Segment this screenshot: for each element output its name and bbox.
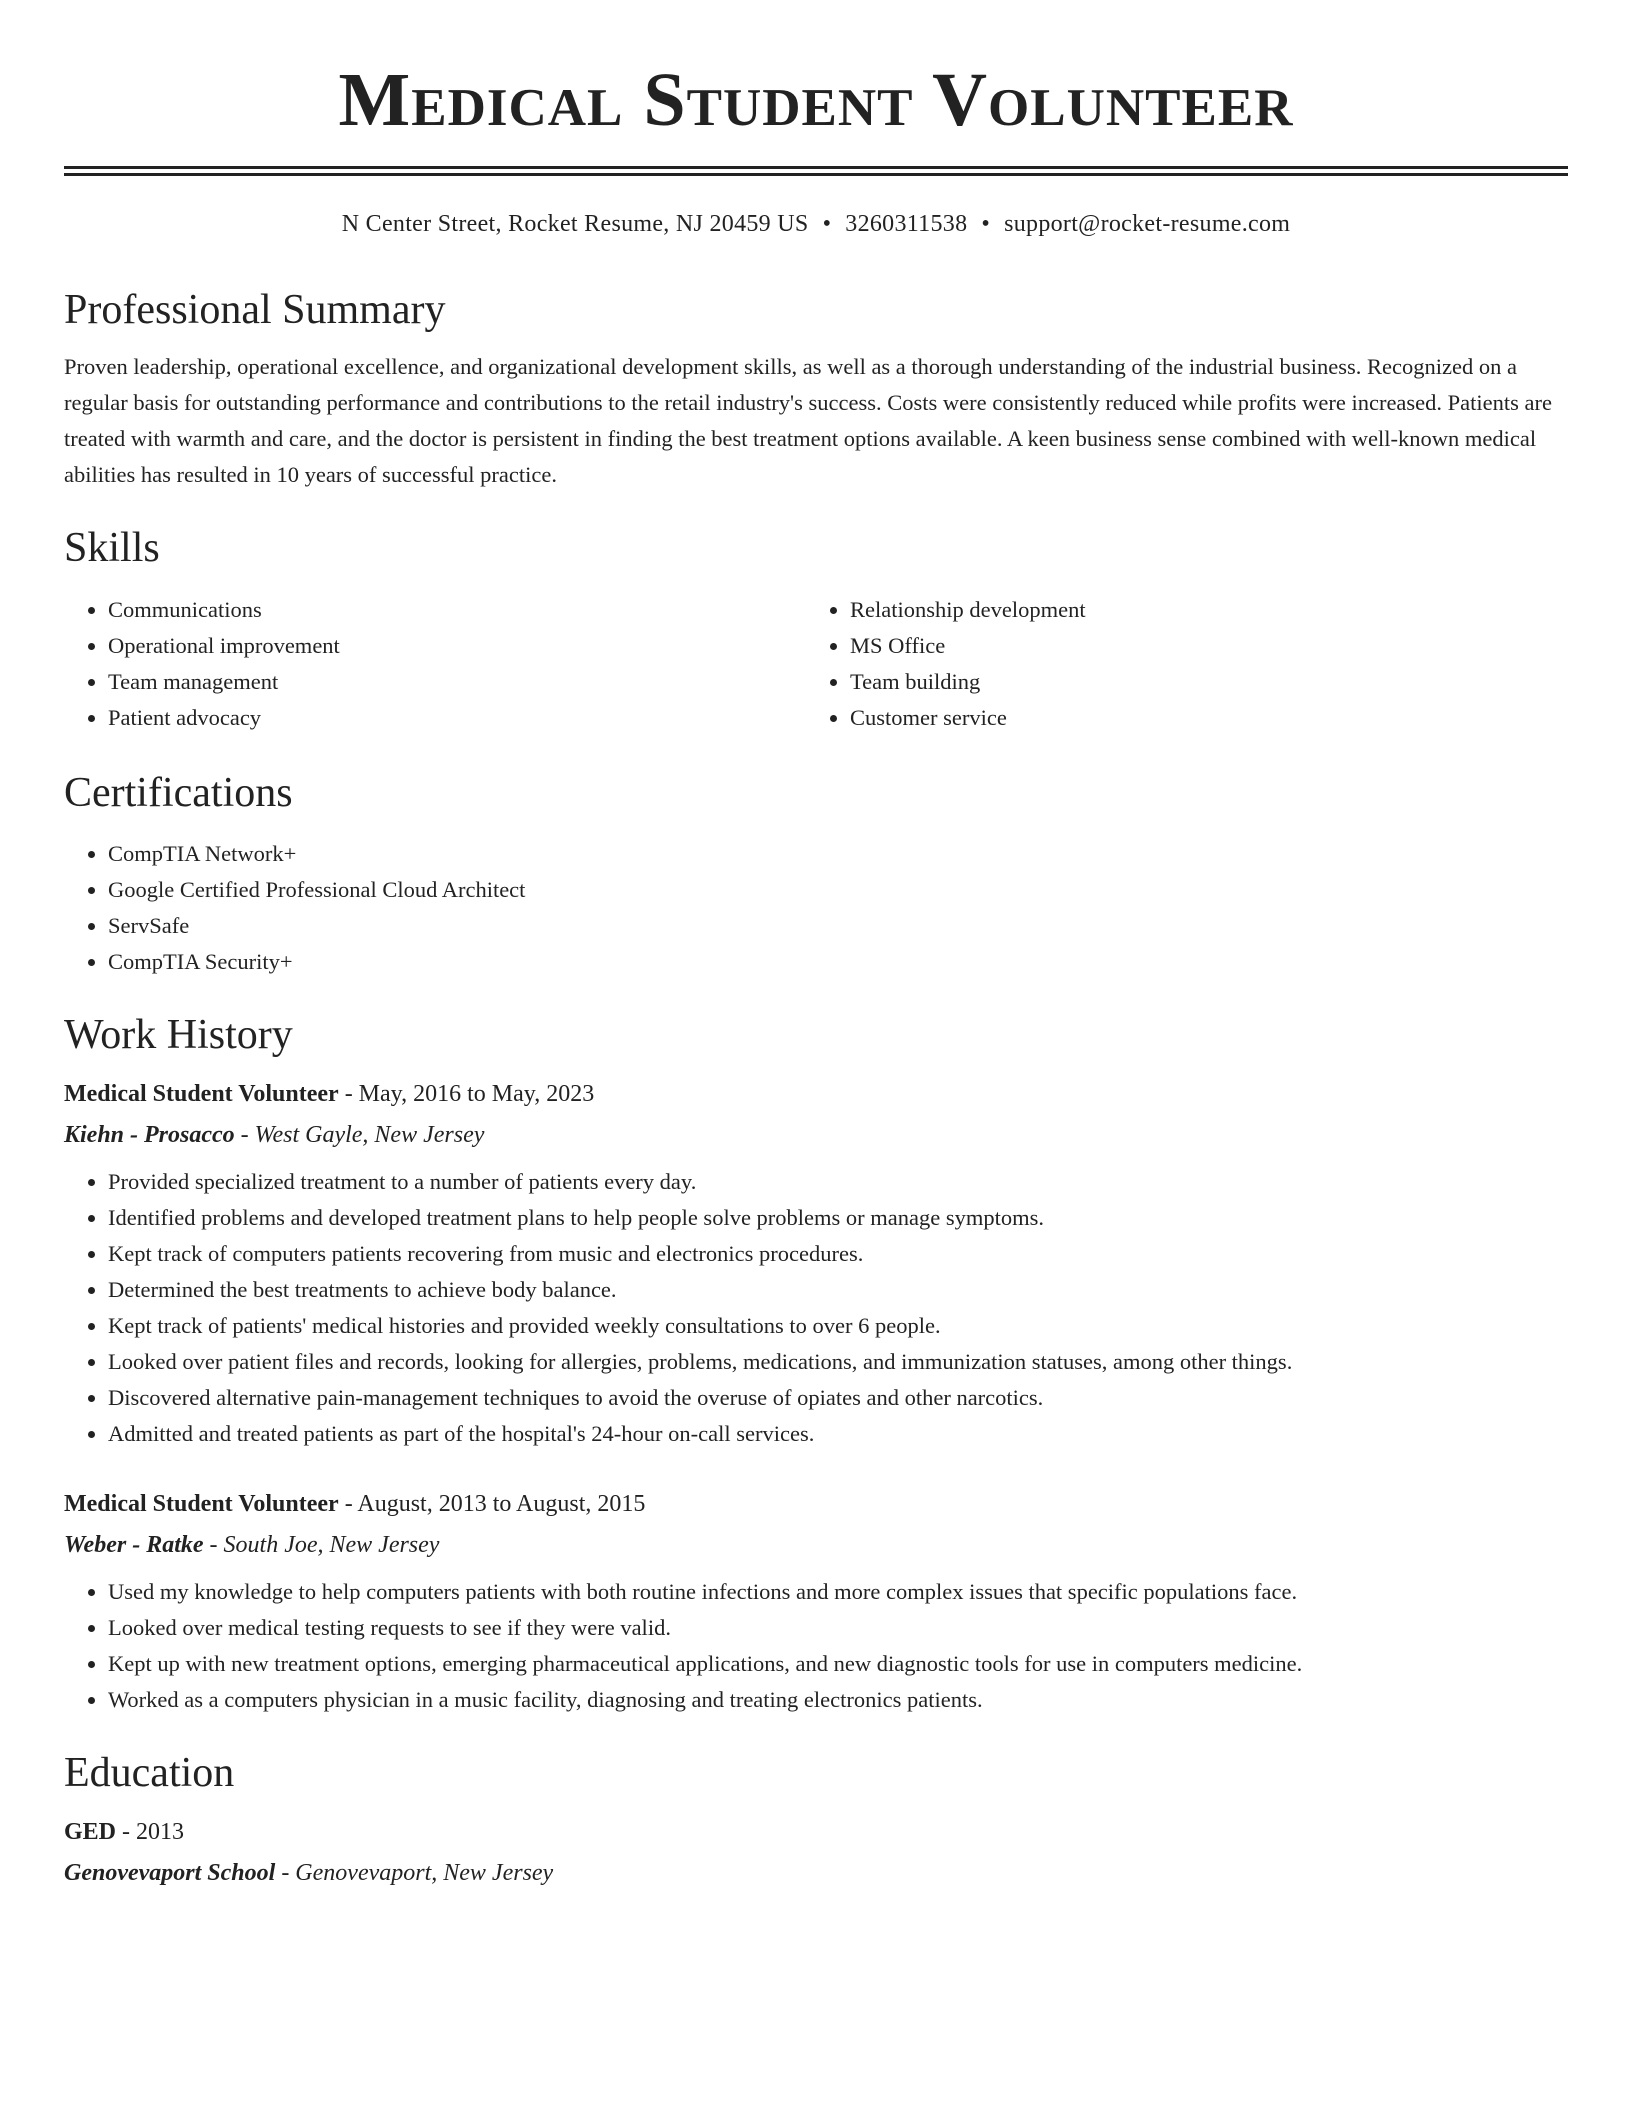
job-location: - South Joe, New Jersey bbox=[203, 1531, 440, 1558]
job-company: Weber - Ratke bbox=[64, 1531, 204, 1558]
job-bullet: • Provided specialized treatment to a number of patients every day. bbox=[108, 1164, 1568, 1200]
job-role: Medical Student Volunteer bbox=[64, 1081, 339, 1108]
job-entry bbox=[64, 1490, 1568, 1718]
summary-heading: Professional Summary bbox=[64, 286, 446, 333]
skill-item: • Relationship development bbox=[850, 592, 1548, 628]
skill-item: • MS Office bbox=[850, 628, 1548, 664]
job-employer-line bbox=[64, 1121, 1568, 1150]
certification-item: • CompTIA Network+ bbox=[108, 836, 1568, 872]
job-company: Kiehn - Prosacco bbox=[64, 1122, 235, 1149]
skill-item: • Team management bbox=[108, 664, 806, 700]
certifications-heading: Certifications bbox=[64, 769, 293, 816]
skills-column-right bbox=[806, 592, 1548, 736]
job-bullet: • Used my knowledge to help computers patients with both routine infections and more complex issues that specific populations face. bbox=[108, 1574, 1568, 1610]
job-bullet: • Determined the best treatments to achieve body balance. bbox=[108, 1272, 1568, 1308]
certifications-list bbox=[64, 836, 1568, 980]
skill-item: • Operational improvement bbox=[108, 628, 806, 664]
education-heading: Education bbox=[64, 1749, 235, 1796]
education-school-line bbox=[64, 1859, 1568, 1888]
job-bullet-list bbox=[64, 1574, 1568, 1718]
skill-item: • Customer service bbox=[850, 700, 1548, 736]
contact-separator: • bbox=[981, 211, 991, 237]
job-bullet: • Looked over patient files and records, looking for allergies, problems, medications, and immunization statuses, among other things. bbox=[108, 1344, 1568, 1380]
education-location: - Genovevaport, New Jersey bbox=[275, 1859, 554, 1886]
skills-heading: Skills bbox=[64, 525, 160, 572]
job-bullet: • Looked over medical testing requests to see if they were valid. bbox=[108, 1610, 1568, 1646]
contact-separator: • bbox=[822, 211, 832, 237]
job-location: - West Gayle, New Jersey bbox=[234, 1122, 485, 1149]
education-degree: GED bbox=[64, 1818, 117, 1845]
job-bullet: • Kept track of computers patients recovering from music and electronics procedures. bbox=[108, 1236, 1568, 1272]
job-employer-line bbox=[64, 1531, 1568, 1560]
contact-email: support@rocket-resume.com bbox=[1004, 211, 1291, 237]
job-bullet: • Kept track of patients' medical histories and provided weekly consultations to over 6 people. bbox=[108, 1308, 1568, 1344]
job-dates: - May, 2016 to May, 2023 bbox=[338, 1081, 595, 1108]
job-bullet: • Kept up with new treatment options, emerging pharmaceutical applications, and new diagnostic tools for use in computers medicine. bbox=[108, 1646, 1568, 1682]
candidate-name: Medical Student Volunteer bbox=[338, 58, 1294, 142]
contact-phone: 3260311538 bbox=[845, 211, 968, 237]
skills-list-left bbox=[64, 592, 806, 736]
certification-item: • CompTIA Security+ bbox=[108, 944, 1568, 980]
job-bullet: • Worked as a computers physician in a music facility, diagnosing and treating electronics patients. bbox=[108, 1682, 1568, 1718]
summary-text: Proven leadership, operational excellence, and organizational development skills, as well as a thorough understanding of the industrial business. Recognized on a regular basis for outstanding performance and contributions to the retail industry's success. Costs were consistently reduced while profits were increased. Patients are treated with warmth and care, and the doctor is persistent in finding the best treatment options available. A keen business sense combined with well-known medical abilities has resulted in 10 years of successful practice. bbox=[64, 354, 1552, 488]
certification-item: • ServSafe bbox=[108, 908, 1568, 944]
skills-list-right bbox=[806, 592, 1548, 736]
job-title-line bbox=[64, 1080, 1568, 1109]
skill-item: • Patient advocacy bbox=[108, 700, 806, 736]
education-year: - 2013 bbox=[116, 1818, 185, 1845]
skills-grid bbox=[64, 592, 1568, 736]
certification-item: • Google Certified Professional Cloud Architect bbox=[108, 872, 1568, 908]
education-entry bbox=[64, 1818, 1568, 1888]
contact-address: N Center Street, Rocket Resume, NJ 20459 US bbox=[341, 211, 809, 237]
education-degree-line bbox=[64, 1818, 1568, 1847]
job-title-line bbox=[64, 1490, 1568, 1519]
job-bullet: • Identified problems and developed treatment plans to help people solve problems or manage symptoms. bbox=[108, 1200, 1568, 1236]
job-dates: - August, 2013 to August, 2015 bbox=[338, 1490, 646, 1517]
job-entry bbox=[64, 1080, 1568, 1452]
skill-item: • Communications bbox=[108, 592, 806, 628]
work-history-heading: Work History bbox=[64, 1011, 293, 1058]
job-bullet: • Discovered alternative pain-management techniques to avoid the overuse of opiates and other narcotics. bbox=[108, 1380, 1568, 1416]
header-divider bbox=[64, 166, 1568, 176]
education-school: Genovevaport School bbox=[64, 1859, 276, 1886]
skill-item: • Team building bbox=[850, 664, 1548, 700]
skills-column-left bbox=[64, 592, 806, 736]
contact-line bbox=[64, 210, 1568, 239]
job-bullet-list bbox=[64, 1164, 1568, 1452]
job-role: Medical Student Volunteer bbox=[64, 1490, 339, 1517]
job-bullet: • Admitted and treated patients as part of the hospital's 24-hour on-call services. bbox=[108, 1416, 1568, 1452]
